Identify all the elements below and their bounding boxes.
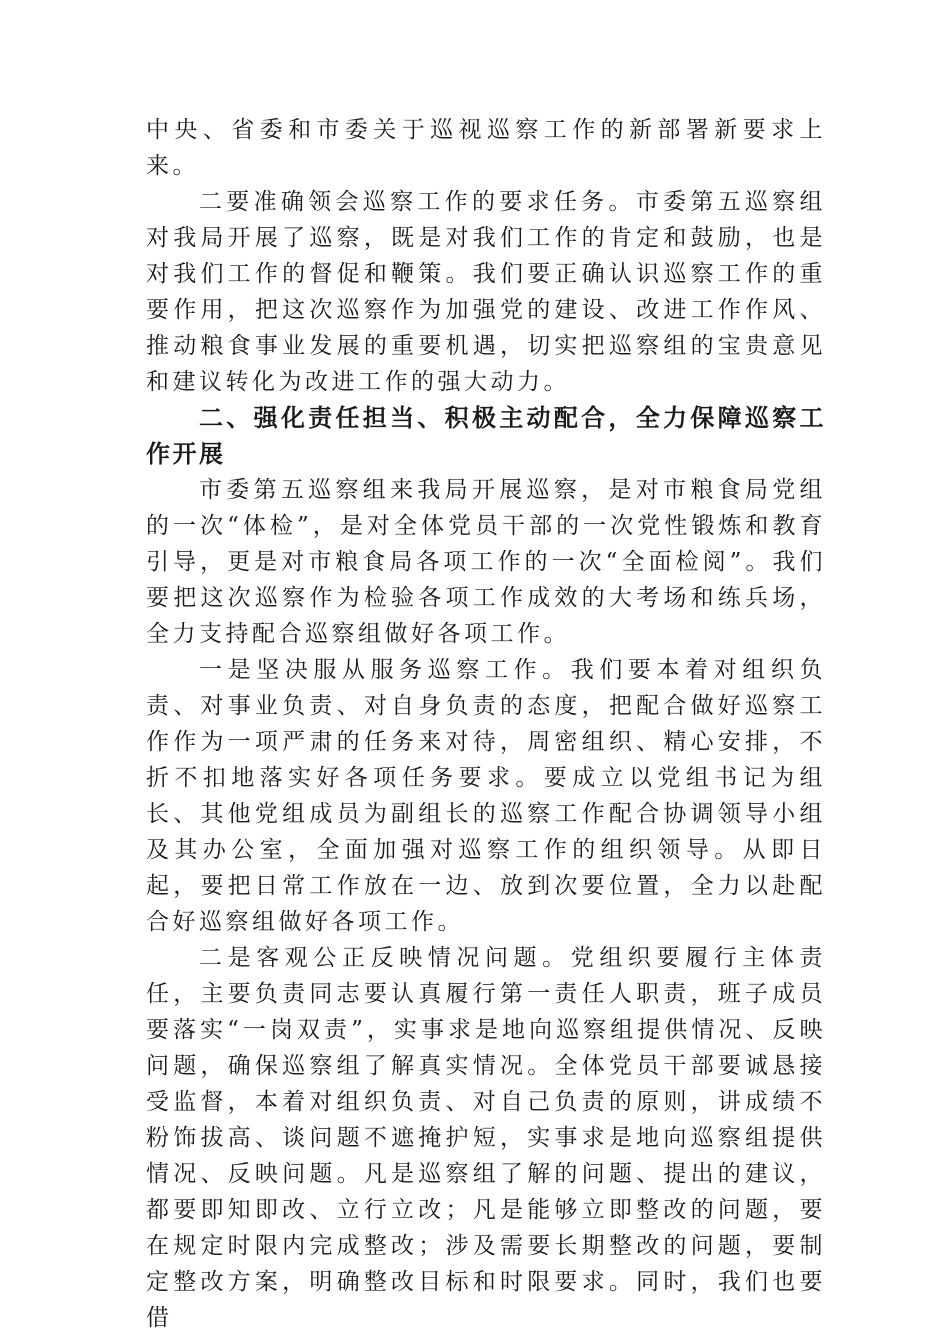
paragraph-point-two: 二是客观公正反映情况问题。党组织要履行主体责任，主要负责同志要认真履行第一责任人职责，班子成员要落实“一岗双责”，实事求是地向巡察组提供情况、反映问题，确保巡察组了解真实情况。全体党员干部要诚恳接受监督，本着对组织负责、对自己负责的原则，讲成绩不粉饰拔高、谈问题不遮掩护短，实事求是地向巡察组提供情况、反映问题。凡是巡察组了解的问题、提出的建议，都要即知即改、立行立改；凡是能够立即整改的问题，要在规定时限内完成整改；涉及需要长期整改的问题，要制定整改方案，明确整改目标和时限要求。同时，我们也要借 <box>146 945 826 1331</box>
paragraph-section-intro: 市委第五巡察组来我局开展巡察，是对市粮食局党组的一次“体检”，是对全体党员干部的一次党性锻炼和教育引导，更是对市粮食局各项工作的一次“全面检阅”。我们要把这次巡察作为检验各项工作成效的大考场和练兵场，全力支持配合巡察组做好各项工作。 <box>146 477 826 647</box>
paragraph-continuation: 中央、省委和市委关于巡视巡察工作的新部署新要求上来。 <box>146 117 826 179</box>
section-heading-2: 二、强化责任担当、积极主动配合，全力保障巡察工作开展 <box>146 404 826 468</box>
document-page <box>146 112 826 1336</box>
paragraph-second-requirement: 二要准确领会巡察工作的要求任务。市委第五巡察组对我局开展了巡察，既是对我们工作的肯定和鼓励，也是对我们工作的督促和鞭策。我们要正确认识巡察工作的重要作用，把这次巡察作为加强党的建设、改进工作作风、推动粮食事业发展的重要机遇，切实把巡察组的宝贵意见和建议转化为改进工作的强大动力。 <box>146 189 826 395</box>
paragraph-point-one: 一是坚决服从服务巡察工作。我们要本着对组织负责、对事业负责、对自身负责的态度，把配合做好巡察工作作为一项严肃的任务来对待，周密组织、精心安排，不折不扣地落实好各项任务要求。要成立以党组书记为组长、其他党组成员为副组长的巡察工作配合协调领导小组及其办公室，全面加强对巡察工作的组织领导。从即日起，要把日常工作放在一边、放到次要位置，全力以赴配合好巡察组做好各项工作。 <box>146 657 826 935</box>
